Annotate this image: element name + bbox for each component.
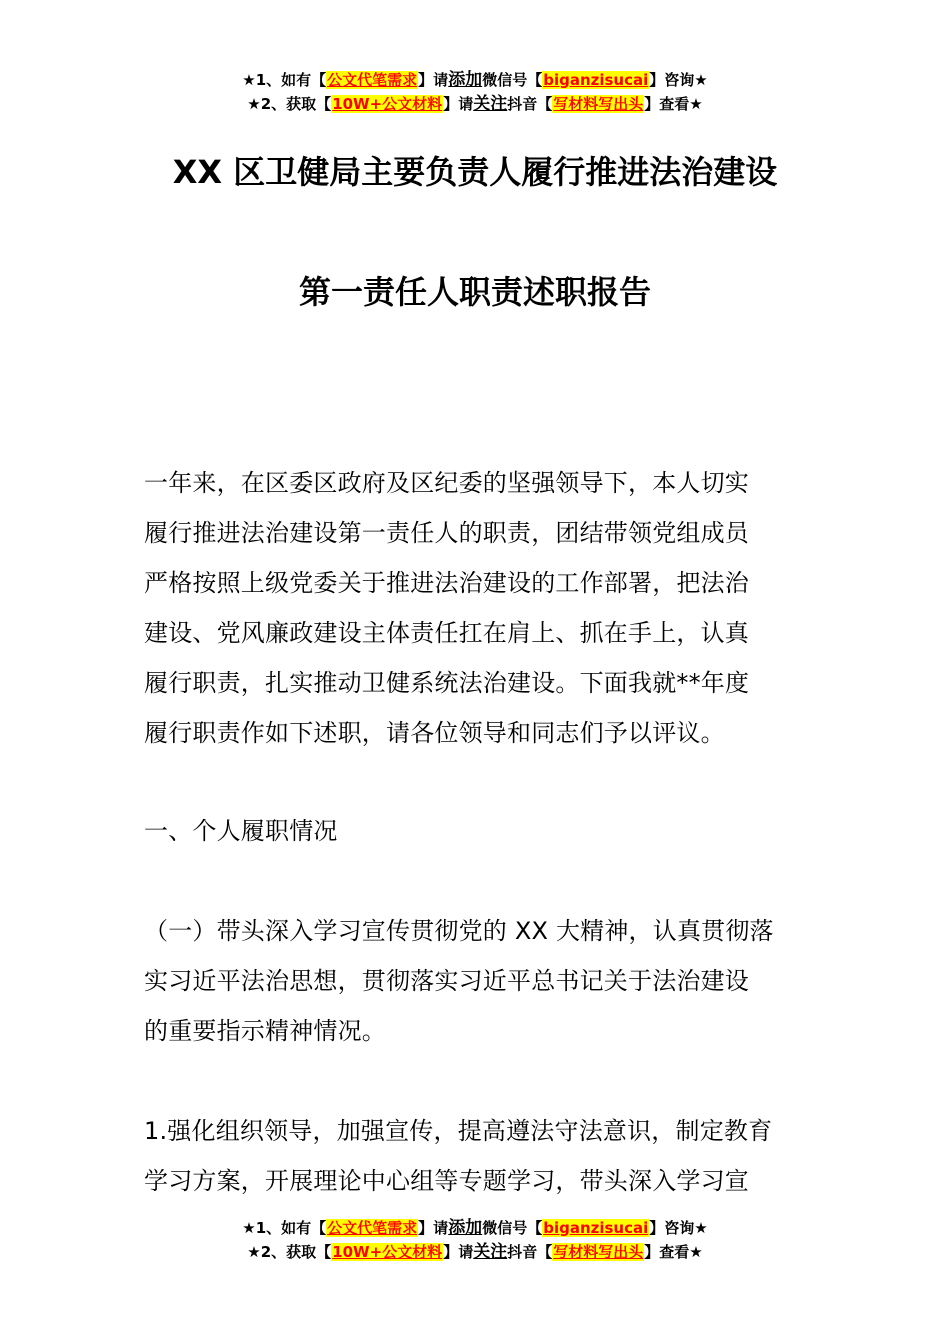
promo-emphasis: 添加: [448, 70, 483, 90]
promo-highlight-materials: 10W+公文材料: [332, 95, 443, 113]
promo-text: 】咨询★: [649, 71, 708, 89]
paragraph-line: 学习方案，开展理论中心组等专题学习，带头深入学习宣: [144, 1167, 749, 1195]
promo-text: ★1、如有【: [242, 71, 327, 89]
promo-highlight-service: 公文代笔需求: [327, 1219, 418, 1237]
promo-text: 微信号【: [482, 71, 543, 89]
paragraph-line: 一年来，在区委区政府及区纪委的坚强领导下，本人切实: [144, 469, 749, 497]
promo-highlight-wechat-id: biganzisucai: [543, 71, 649, 89]
promo-line-1: [0, 68, 950, 92]
promo-highlight-materials: 10W+公文材料: [332, 1243, 443, 1261]
promo-line-2: [0, 1240, 950, 1264]
paragraph-line: 履行推进法治建设第一责任人的职责，团结带领党组成员: [144, 519, 749, 547]
footer-promo-banner: [0, 1216, 950, 1264]
header-promo-banner: [0, 68, 950, 116]
paragraph-line: 的重要指示精神情况。: [144, 1017, 386, 1045]
promo-highlight-douyin-id: 写材料写出头: [553, 95, 644, 113]
paragraph-line: 1.强化组织领导，加强宣传，提高遵法守法意识，制定教育: [144, 1117, 773, 1145]
promo-highlight-douyin-id: 写材料写出头: [553, 1243, 644, 1261]
section-heading: [144, 806, 808, 856]
promo-text: 】查看★: [644, 1243, 703, 1261]
promo-text: 微信号【: [482, 1219, 543, 1237]
promo-text: 】请: [418, 1219, 449, 1237]
promo-line-2: [0, 92, 950, 116]
item-paragraph: [144, 1106, 808, 1206]
promo-text: ★1、如有【: [242, 1219, 327, 1237]
promo-text: 】咨询★: [649, 1219, 708, 1237]
paragraph-line: 履行职责作如下述职，请各位领导和同志们予以评议。: [144, 719, 725, 747]
intro-paragraph: [144, 458, 808, 758]
promo-text: 抖音【: [507, 1243, 553, 1261]
promo-text: 抖音【: [507, 95, 553, 113]
promo-highlight-wechat-id: biganzisucai: [543, 1219, 649, 1237]
document-title-line-1: XX 区卫健局主要负责人履行推进法治建设: [172, 153, 778, 191]
subsection-paragraph: [144, 906, 808, 1056]
promo-text: 】查看★: [644, 95, 703, 113]
section-heading-text: 一、个人履职情况: [144, 817, 338, 845]
document-title-line-2: 第一责任人职责述职报告: [298, 273, 651, 311]
promo-text: ★2、获取【: [247, 95, 332, 113]
promo-text: 】请: [443, 95, 474, 113]
paragraph-line: 严格按照上级党委关于推进法治建设的工作部署，把法治: [144, 569, 749, 597]
paragraph-line: 履行职责，扎实推动卫健系统法治建设。下面我就**年度: [144, 669, 750, 697]
promo-text: 】请: [418, 71, 449, 89]
promo-line-1: [0, 1216, 950, 1240]
promo-emphasis: 关注: [473, 1242, 508, 1262]
promo-emphasis: 关注: [473, 94, 508, 114]
promo-text: ★2、获取【: [247, 1243, 332, 1261]
paragraph-line: 建设、党风廉政建设主体责任扛在肩上、抓在手上，认真: [144, 619, 749, 647]
paragraph-line: （一）带头深入学习宣传贯彻党的 XX 大精神，认真贯彻落: [144, 917, 774, 945]
promo-emphasis: 添加: [448, 1218, 483, 1238]
promo-text: 】请: [443, 1243, 474, 1261]
paragraph-line: 实习近平法治思想，贯彻落实习近平总书记关于法治建设: [144, 967, 749, 995]
promo-highlight-service: 公文代笔需求: [327, 71, 418, 89]
